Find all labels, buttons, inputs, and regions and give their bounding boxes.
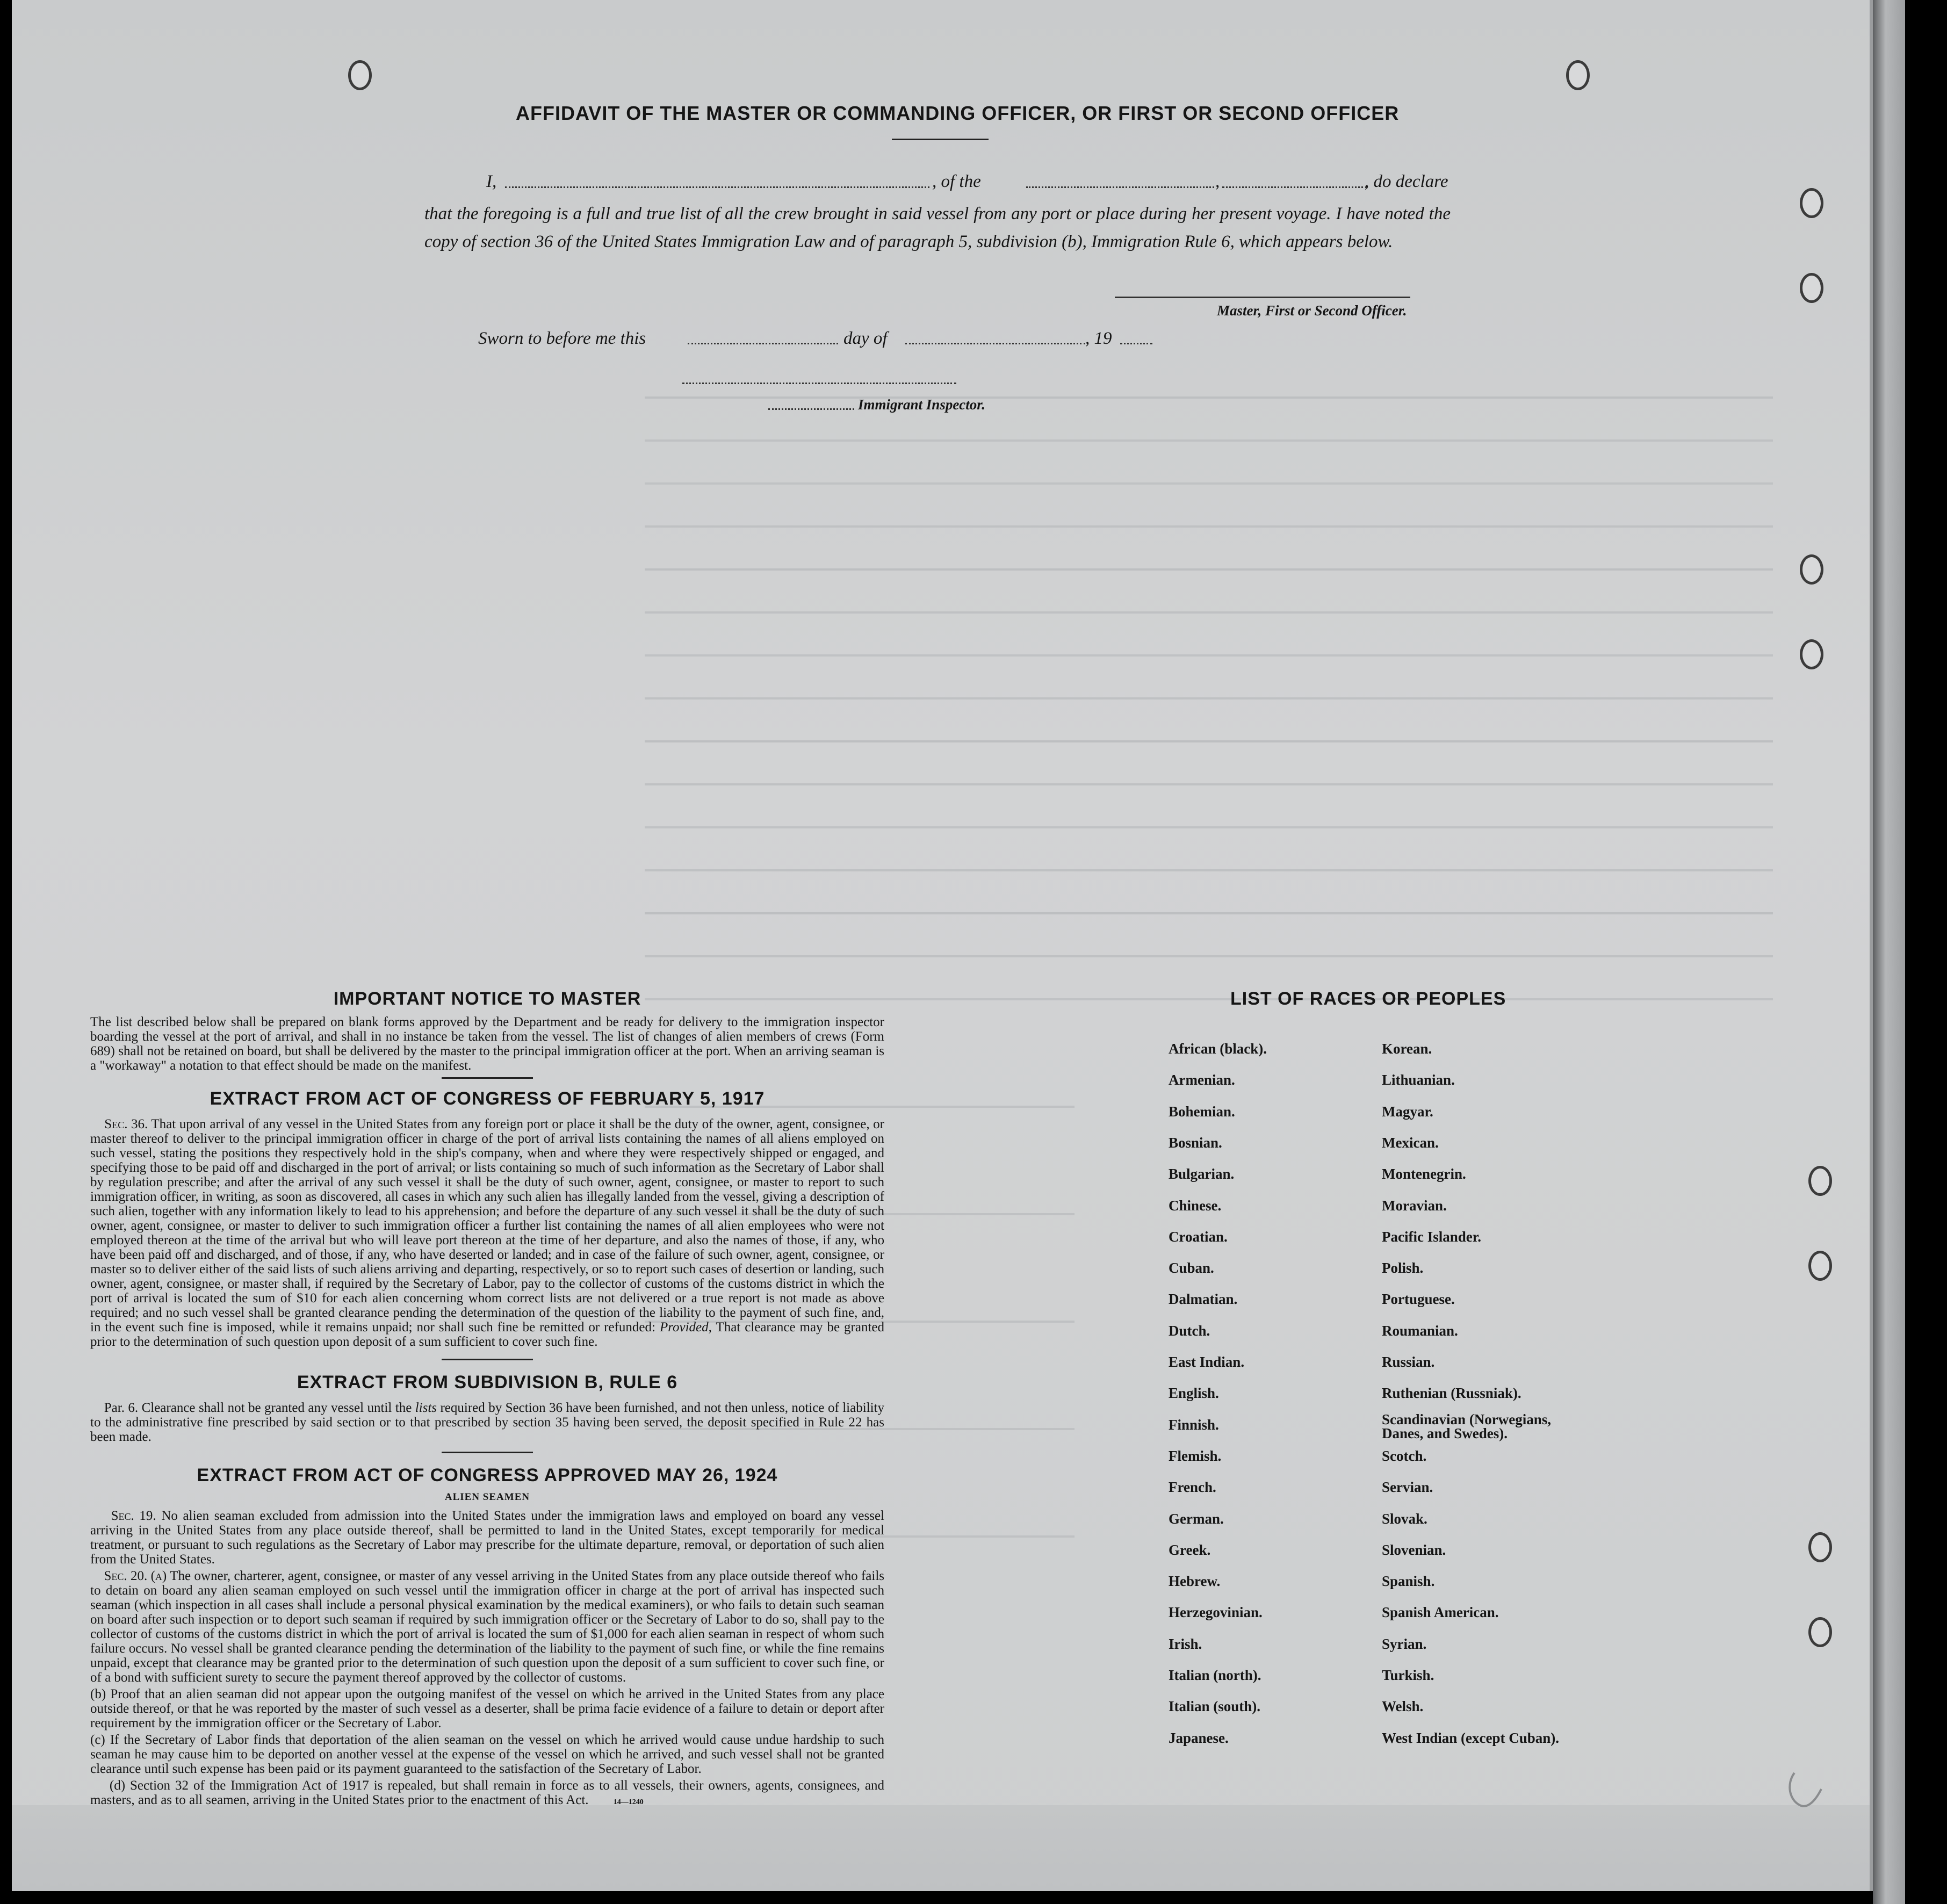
race-item: Korean. (1382, 1041, 1432, 1057)
race-item: Welsh. (1382, 1698, 1424, 1715)
race-item: Herzegovinian. (1169, 1604, 1263, 1621)
binder-hole (1566, 60, 1590, 90)
sec-36-tail: That clearance may be granted prior to the determination of such question upon deposit of a sum sufficient to cover such fine. (90, 1320, 885, 1349)
race-item: Flemish. (1169, 1447, 1222, 1464)
binder-hole (1808, 1251, 1832, 1281)
sworn-month-field[interactable] (905, 343, 1085, 344)
race-item: Japanese. (1169, 1729, 1229, 1746)
race-item: Syrian. (1382, 1635, 1427, 1652)
year-label: , 19 (1085, 329, 1112, 348)
race-item: Dalmatian. (1169, 1291, 1238, 1308)
extract-1924-title: EXTRACT FROM ACT OF CONGRESS APPROVED MAY 26, 1924 (197, 1465, 778, 1485)
master-signature-field[interactable] (1115, 297, 1410, 298)
races-title: LIST OF RACES OR PEOPLES (1230, 989, 1506, 1009)
comma-label: , (1215, 172, 1220, 191)
race-item: Bulgarian. (1169, 1166, 1235, 1182)
race-item: German. (1169, 1510, 1224, 1527)
affidavit-title: AFFIDAVIT OF THE MASTER OR COMMANDING OFFICER, OR FIRST OR SECOND OFFICER (516, 102, 1400, 124)
race-item: African (black). (1169, 1041, 1267, 1057)
inspector-signature-field[interactable] (682, 383, 956, 384)
race-item: Roumanian. (1382, 1322, 1458, 1339)
race-item: English. (1169, 1385, 1219, 1402)
of-the-label: , of the (932, 172, 981, 191)
race-item: Slovenian. (1382, 1541, 1446, 1558)
race-item: Servian. (1382, 1479, 1433, 1496)
race-item: Spanish. (1382, 1573, 1435, 1590)
race-item: Irish. (1169, 1635, 1202, 1652)
sec-19-paragraph (90, 1509, 884, 1567)
race-item: Magyar. (1382, 1103, 1433, 1120)
left-column (90, 989, 884, 1812)
rule-6-body (90, 1401, 884, 1444)
race-item: West Indian (except Cuban). (1382, 1729, 1560, 1746)
declarant-label: I, (486, 172, 497, 191)
sec-36-label: Sec. 36. (104, 1117, 148, 1131)
sec-20d-text: (d) Section 32 of the Immigration Act of 1917 is repealed, but shall remain in force as to all vessels, their owners, agents, consignees, and masters, and as to all seamen, arriving in the United States prior to the enactment of this Act. (90, 1778, 884, 1807)
extract-1917-body (90, 1117, 884, 1349)
race-item: Pacific Islander. (1382, 1228, 1481, 1245)
race-item: Hebrew. (1169, 1573, 1221, 1590)
race-item: Portuguese. (1382, 1291, 1455, 1308)
notice-body: The list described below shall be prepared on blank forms approved by the Department and be ready for delivery to the immigration inspector boarding the vessel at the port of arrival, and shall in no instance be taken from the vessel. The list of changes of alien members of crews (Form 689) shall not be retained on board, but shall be delivered by the master to the principal immigration officer at the port. When an arriving seaman is a "workaway" a notation to that effect should be made on the manifest. (90, 1015, 884, 1073)
lists-label: lists (415, 1401, 437, 1415)
master-label: Master, First or Second Officer. (1217, 302, 1407, 319)
race-item: Dutch. (1169, 1322, 1210, 1339)
binder-hole (1800, 554, 1823, 585)
inspector-label: Immigrant Inspector. (858, 396, 986, 413)
day-of-label: day of (843, 329, 888, 348)
binder-hole (1800, 639, 1823, 669)
section-rule (442, 1077, 533, 1079)
race-item: Russian. (1382, 1354, 1435, 1370)
race-item: Ruthenian (Russniak). (1382, 1385, 1521, 1402)
race-item: Greek. (1169, 1541, 1211, 1558)
race-item: Lithuanian. (1382, 1072, 1455, 1088)
next-page-edge (1873, 0, 1905, 1904)
sworn-date-field[interactable] (688, 343, 838, 344)
binder-hole (1808, 1617, 1832, 1647)
race-item: Montenegrin. (1382, 1166, 1466, 1182)
race-item: Spanish American. (1382, 1604, 1499, 1621)
race-item: Bosnian. (1169, 1134, 1222, 1151)
race-item: Italian (north). (1169, 1667, 1261, 1683)
binder-hole (1800, 273, 1823, 303)
race-item: Scotch. (1382, 1447, 1427, 1464)
binder-hole (348, 60, 372, 90)
race-item: French. (1169, 1479, 1216, 1496)
race-item: Slovak. (1382, 1510, 1427, 1527)
form-number: 14—1240 (613, 1798, 644, 1806)
provided-label: Provided, (659, 1320, 712, 1335)
sec-19-label: Sec. 19. (111, 1509, 156, 1523)
sec-20a-text: The owner, charterer, agent, consignee, or master of any vessel arriving in the United States from any place outside thereof who fails to detain on board any alien seaman employed on such vessel until the immigration officer in charge at the port of arrival has inspected such seaman (which inspection in all cases shall include a personal physical examination by the medical examiners), or who fails to detain such seaman on board after such inspection or to deport such seaman if required by such immigration officer or the Secretary of Labor to do so, shall pay to the collector of customs of the customs district in which the port of arrival is located the sum of $1,000 for each alien seaman in respect of whom such failure occurs. No vessel shall be granted clearance pending the determination of the liability to the payment of such fine, or while the fine remains unpaid, except that clearance may be granted prior to the determination of such question upon the deposit of a sum sufficient to cover such fine, or of a bond with sufficient surety to secure the payment thereof approved by the collector of customs. (90, 1569, 884, 1685)
section-rule (442, 1359, 533, 1360)
sec-20d-paragraph (90, 1778, 884, 1809)
race-item: Chinese. (1169, 1197, 1222, 1214)
notice-title: IMPORTANT NOTICE TO MASTER (333, 989, 641, 1009)
race-item: Italian (south). (1169, 1698, 1261, 1715)
inspector-signature-field-2[interactable] (768, 408, 854, 410)
sheet-bottom-margin (12, 1805, 1870, 1891)
binder-hole (1808, 1532, 1832, 1562)
sworn-year-field[interactable] (1120, 343, 1152, 344)
port-field[interactable] (1222, 186, 1367, 188)
race-item: Polish. (1382, 1260, 1424, 1276)
sec-19-text: No alien seaman excluded from admission into the United States under the immigration laws and employed on board any vessel arriving in the United States from any place outside thereof, shall be permitted to land in the United States, except temporarily for medical treatment, or pursuant to such regulations as the Secretary of Labor may prescribe for the ultimate departure, removal, or deportation of such alien from the United States. (90, 1509, 884, 1567)
sworn-label: Sworn to before me this (478, 329, 646, 348)
race-item: Croatian. (1169, 1228, 1228, 1245)
race-item: Armenian. (1169, 1072, 1235, 1088)
race-item: Bohemian. (1169, 1103, 1235, 1120)
race-item: Cuban. (1169, 1260, 1214, 1276)
affidavit-body: that the foregoing is a full and true list of all the crew brought in said vessel from any port or place during her present voyage. I have noted the copy of section 36 of the United States Immigration Law and of paragraph 5, subdivision (b), Immigration Rule 6, which appears below. (424, 204, 1451, 251)
race-item: Finnish. (1169, 1416, 1219, 1433)
race-item: Scandinavian (Norwegians, Danes, and Swedes). (1382, 1411, 1552, 1441)
extract-1917-title: EXTRACT FROM ACT OF CONGRESS OF FEBRUARY 5, 1917 (210, 1088, 765, 1109)
sec-36-text: That upon arrival of any vessel in the United States from any foreign port or place it shall be the duty of the owner, agent, consignee, or master thereof to deliver to the principal immigration officer in charge of the port of arrival lists containing the names of all aliens employed on such vessel, stating the positions they respectively hold in the ship's company, when and where they were respectively shipped or engaged, and specifying those to be paid off and discharged in the port of arrival; or lists containing so much of such information as the Secretary of Labor shall by regulation prescribe; and after the arrival of any such vessel it shall be the duty of such owner, agent, consignee, or master to report to such immigration officer, in writing, as soon as discovered, all cases in which any such alien has illegally landed from the vessel, giving a description of such alien, together with any information likely to lead to his apprehension; and before the departure of any such vessel it shall be the duty of such owner, agent, consignee, or master to deliver to such immigration officer a further list containing the names of all alien employees who were not employed thereon at the time of the arrival but who will leave port thereon at the time of her departure, and also the names of those, if any, who have been paid off and discharged, and of those, if any, who have deserted or landed; and in case of the failure of such owner, agent, consignee, or master so to deliver either of the said lists of such aliens arriving and departing, respectively, or so to report such cases of desertion or landing, such owner, agent, consignee, or master shall, if required by the Secretary of Labor, pay to the collector of customs of the customs district in which the port of arrival is located the sum of $10 for each alien concerning whom correct lists are not delivered or a true report is not made as above required; and no such vessel shall be granted clearance pending the determination of the question of the liability to the payment of such fine, and, in the event such fine is imposed, while it remains unpaid; nor shall such fine be remitted or refunded: (90, 1117, 884, 1335)
binder-hole (1800, 188, 1823, 218)
race-item: Mexican. (1382, 1134, 1439, 1151)
do-declare-label: , do declare (1365, 172, 1448, 191)
binder-hole (1808, 1166, 1832, 1196)
par-6-label: Par. 6. (104, 1401, 139, 1415)
sec-20a-paragraph (90, 1569, 884, 1685)
race-item: East Indian. (1169, 1354, 1245, 1370)
alien-seamen-subtitle: ALIEN SEAMEN (444, 1491, 530, 1503)
sec-20b-paragraph: (b) Proof that an alien seaman did not appear upon the outgoing manifest of the vessel on which he arrived in the United States from any place outside thereof, or that he was reported by the master of such vessel as a deserter, shall be prima facie evidence of a failure to detain or deport after requirement by the immigration officer or the Secretary of Labor. (90, 1687, 884, 1730)
sec-20c-paragraph: (c) If the Secretary of Labor finds that deportation of the alien seaman on the vessel on which he arrived would cause undue hardship to such seaman he may cause him to be deported on another vessel at the expense of the vessel on which he arrived, and such vessel shall not be granted clearance until such expense has been paid or its payment guaranteed to the satisfaction of the Secretary of Labor. (90, 1733, 884, 1776)
title-rule (892, 139, 989, 140)
race-item: Turkish. (1382, 1667, 1434, 1683)
pencil-mark (1784, 1768, 1827, 1816)
race-item: Moravian. (1382, 1197, 1447, 1214)
rule-6-text-a: Clearance shall not be granted any vessel until the (141, 1401, 412, 1415)
declarant-name-field[interactable] (505, 186, 929, 188)
vessel-field[interactable] (1026, 186, 1214, 188)
sec-20-label: Sec. 20. (a) (104, 1569, 167, 1583)
section-rule (442, 1452, 533, 1453)
rule-6-title: EXTRACT FROM SUBDIVISION B, RULE 6 (297, 1372, 678, 1393)
rule-6-text-b: required by Section 36 have been furnished, and not then unless, notice of liability to the administrative fine prescribed by said section or to that prescribed by section 35 having been served, the deposit specified in Rule 22 has been made. (90, 1401, 884, 1444)
